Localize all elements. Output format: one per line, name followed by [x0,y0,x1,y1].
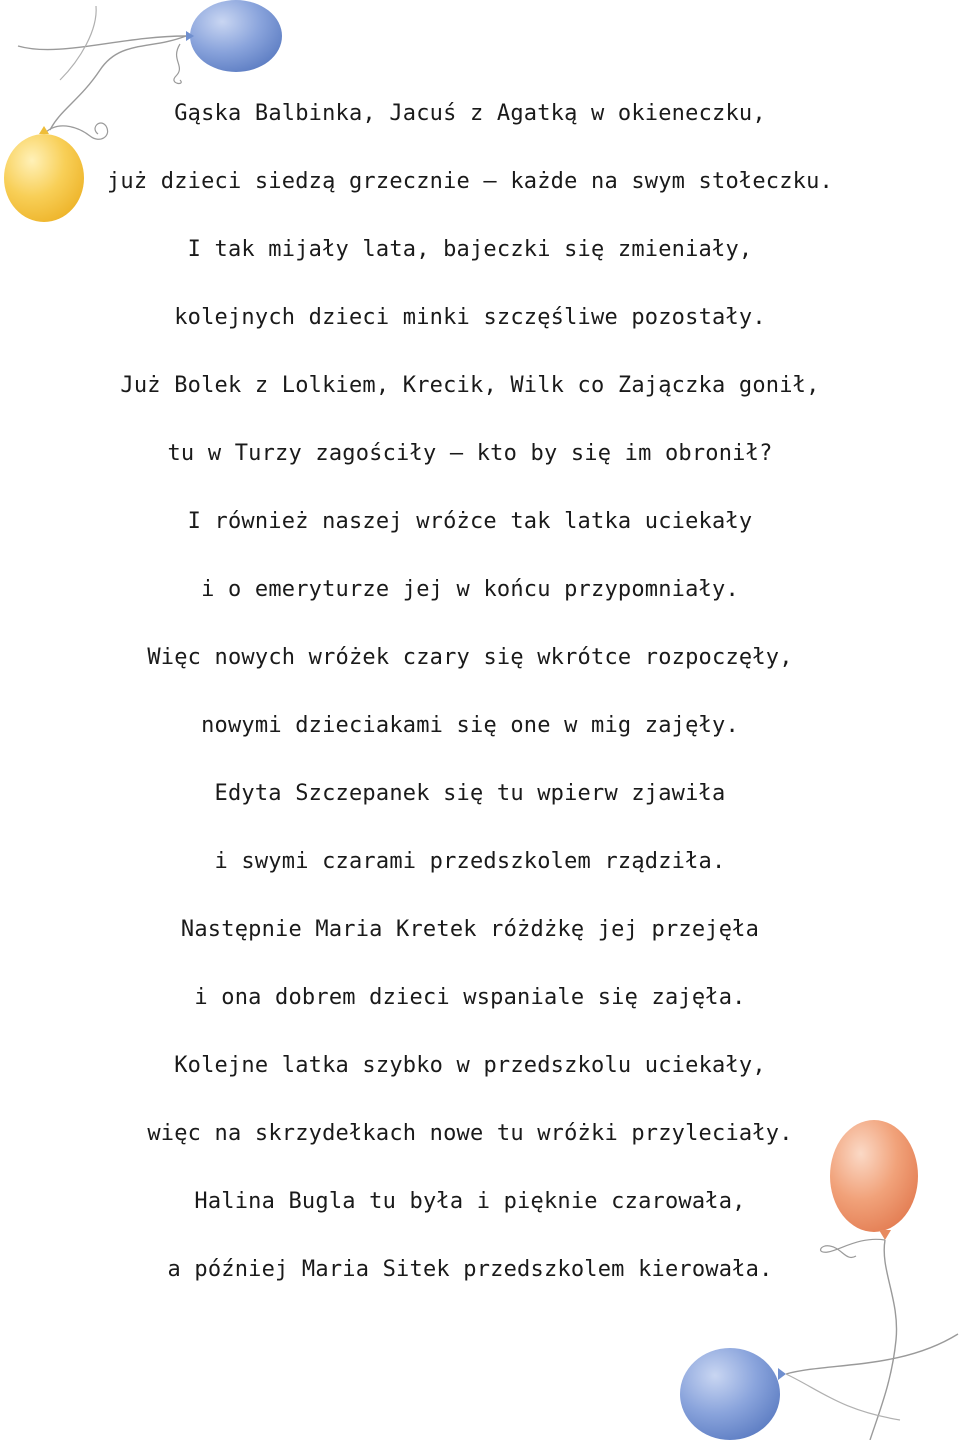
poem-line: Halina Bugla tu była i pięknie czarowała, [194,1189,746,1214]
poem-line: i ona dobrem dzieci wspaniale się zajęła. [194,985,746,1010]
poem-line: Więc nowych wróżek czary się wkrótce rozpoczęły, [147,645,793,670]
poem-line: Następnie Maria Kretek różdżkę jej przejęła [180,917,760,942]
poem-line: więc na skrzydełkach nowe tu wróżki przyleciały. [147,1121,793,1146]
poem-line: Edyta Szczepanek się tu wpierw zjawiła [214,781,726,806]
poem-line: nowymi dzieciakami się one w mig zajęły. [201,713,739,738]
poem-line: I tak mijały lata, bajeczki się zmieniały, [187,237,753,262]
poem-line: kolejnych dzieci minki szczęśliwe pozostały. [174,305,766,330]
poem-line: I również naszej wróżce tak latka uciekały [187,509,753,534]
poem-line: Kolejne latka szybko w przedszkolu uciekały, [174,1053,766,1078]
poem-line: Gąska Balbinka, Jacuś z Agatką w okieneczku, [174,101,766,126]
poem-line: i o emeryturze jej w końcu przypomniały. [201,577,739,602]
poem-line: Już Bolek z Lolkiem, Krecik, Wilk co Zajączka gonił, [120,373,820,398]
poem-line: i swymi czarami przedszkolem rządziła. [214,849,726,874]
balloon-bottom-blue-icon [680,1334,958,1440]
poem-line: już dzieci siedzą grzecznie – każde na swym stołeczku. [106,169,834,194]
poem-line: a później Maria Sitek przedszkolem kierowała. [167,1257,773,1282]
poem-text [0,96,940,1320]
poem-line: tu w Turzy zagościły – kto by się im obronił? [167,441,773,466]
